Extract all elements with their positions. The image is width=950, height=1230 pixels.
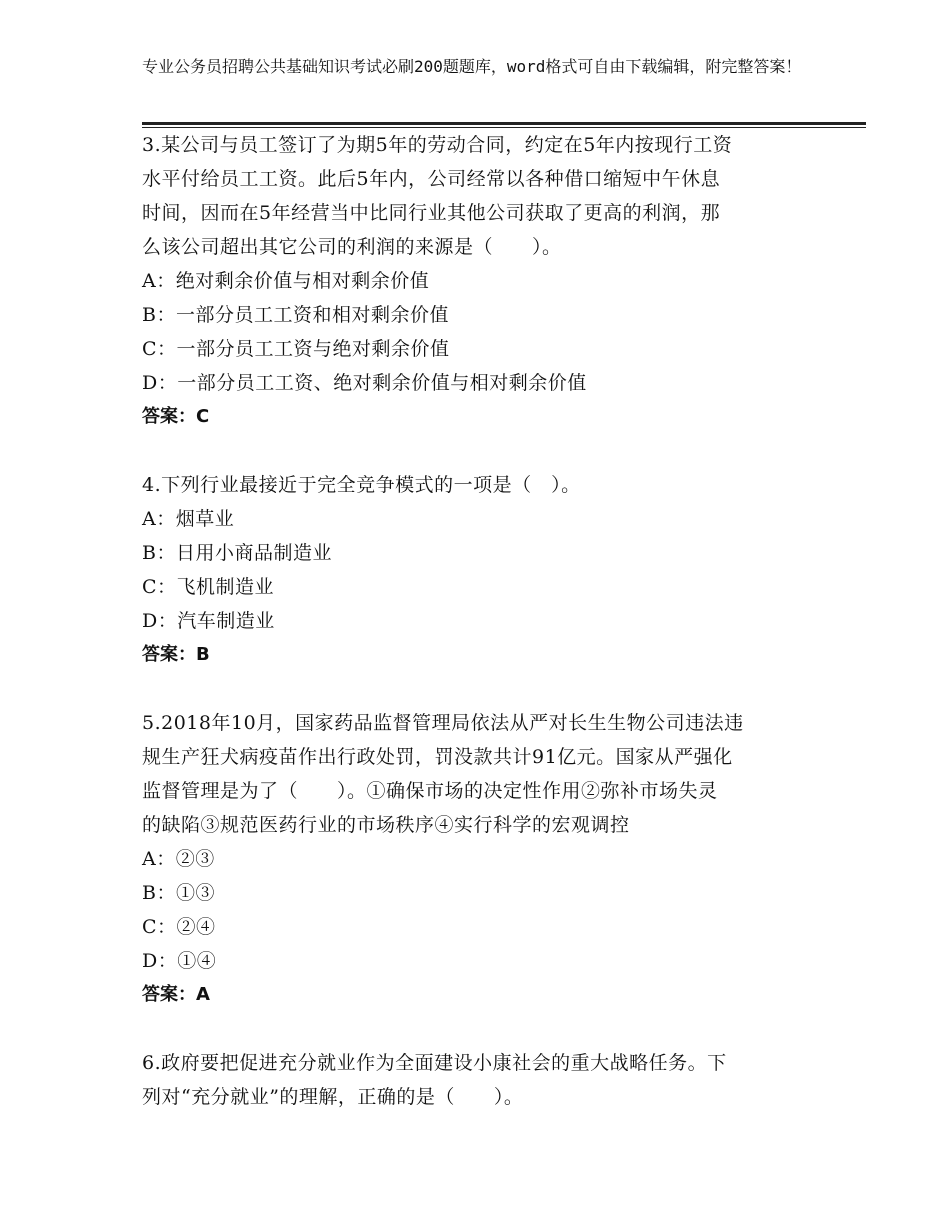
question-3-line-4: 么该公司超出其它公司的利润的来源是（ ）。 bbox=[142, 236, 562, 258]
question-3-option-b: B：一部分员工工资和相对剩余价值 bbox=[142, 304, 449, 326]
question-list bbox=[142, 128, 822, 1114]
question-3-line-2: 水平付给员工工资。此后5年内，公司经常以各种借口缩短中午休息 bbox=[142, 168, 721, 190]
question-5-option-d: D：①④ bbox=[142, 950, 217, 972]
question-5-line-4: 的缺陷③规范医药行业的市场秩序④实行科学的宏观调控 bbox=[142, 814, 630, 836]
question-3-line-3: 时间，因而在5年经营当中比同行业其他公司获取了更高的利润，那 bbox=[142, 202, 721, 224]
question-5 bbox=[142, 706, 822, 1012]
question-5-line-1: 5.2018年10月，国家药品监督管理局依法从严对长生生物公司违法违 bbox=[142, 712, 744, 734]
document-header bbox=[142, 56, 842, 78]
spacer bbox=[142, 1012, 822, 1046]
question-5-option-c: C：②④ bbox=[142, 916, 216, 938]
header-text: 专业公务员招聘公共基础知识考试必刷200题题库，word格式可自由下载编辑，附完整答案！ bbox=[142, 57, 802, 76]
question-4-option-b: B：日用小商品制造业 bbox=[142, 542, 332, 564]
question-4-option-d: D：汽车制造业 bbox=[142, 610, 275, 632]
question-4-option-a: A：烟草业 bbox=[142, 508, 235, 530]
question-4-option-c: C：飞机制造业 bbox=[142, 576, 275, 598]
question-3-answer: 答案：C bbox=[142, 406, 210, 427]
question-4-answer: 答案：B bbox=[142, 644, 210, 665]
question-6-line-1: 6.政府要把促进充分就业作为全面建设小康社会的重大战略任务。下 bbox=[142, 1052, 727, 1074]
question-5-line-3: 监督管理是为了（ ）。①确保市场的决定性作用②弥补市场失灵 bbox=[142, 780, 718, 802]
question-5-answer: 答案：A bbox=[142, 984, 210, 1005]
question-3-option-d: D：一部分员工工资、绝对剩余价值与相对剩余价值 bbox=[142, 372, 587, 394]
question-3 bbox=[142, 128, 822, 434]
question-3-option-c: C：一部分员工工资与绝对剩余价值 bbox=[142, 338, 450, 360]
spacer bbox=[142, 672, 822, 706]
question-5-line-2: 规生产狂犬病疫苗作出行政处罚，罚没款共计91亿元。国家从严强化 bbox=[142, 746, 733, 768]
question-6-line-2: 列对“充分就业”的理解，正确的是（ ）。 bbox=[142, 1086, 524, 1108]
spacer bbox=[142, 434, 822, 468]
question-5-option-a: A：②③ bbox=[142, 848, 215, 870]
question-4 bbox=[142, 468, 822, 672]
question-3-line-1: 3.某公司与员工签订了为期5年的劳动合同，约定在5年内按现行工资 bbox=[142, 134, 733, 156]
question-6 bbox=[142, 1046, 822, 1114]
question-3-option-a: A：绝对剩余价值与相对剩余价值 bbox=[142, 270, 430, 292]
question-4-line-1: 4.下列行业最接近于完全竞争模式的一项是（ ）。 bbox=[142, 474, 581, 496]
header-rule-thick bbox=[142, 122, 866, 125]
question-5-option-b: B：①③ bbox=[142, 882, 215, 904]
